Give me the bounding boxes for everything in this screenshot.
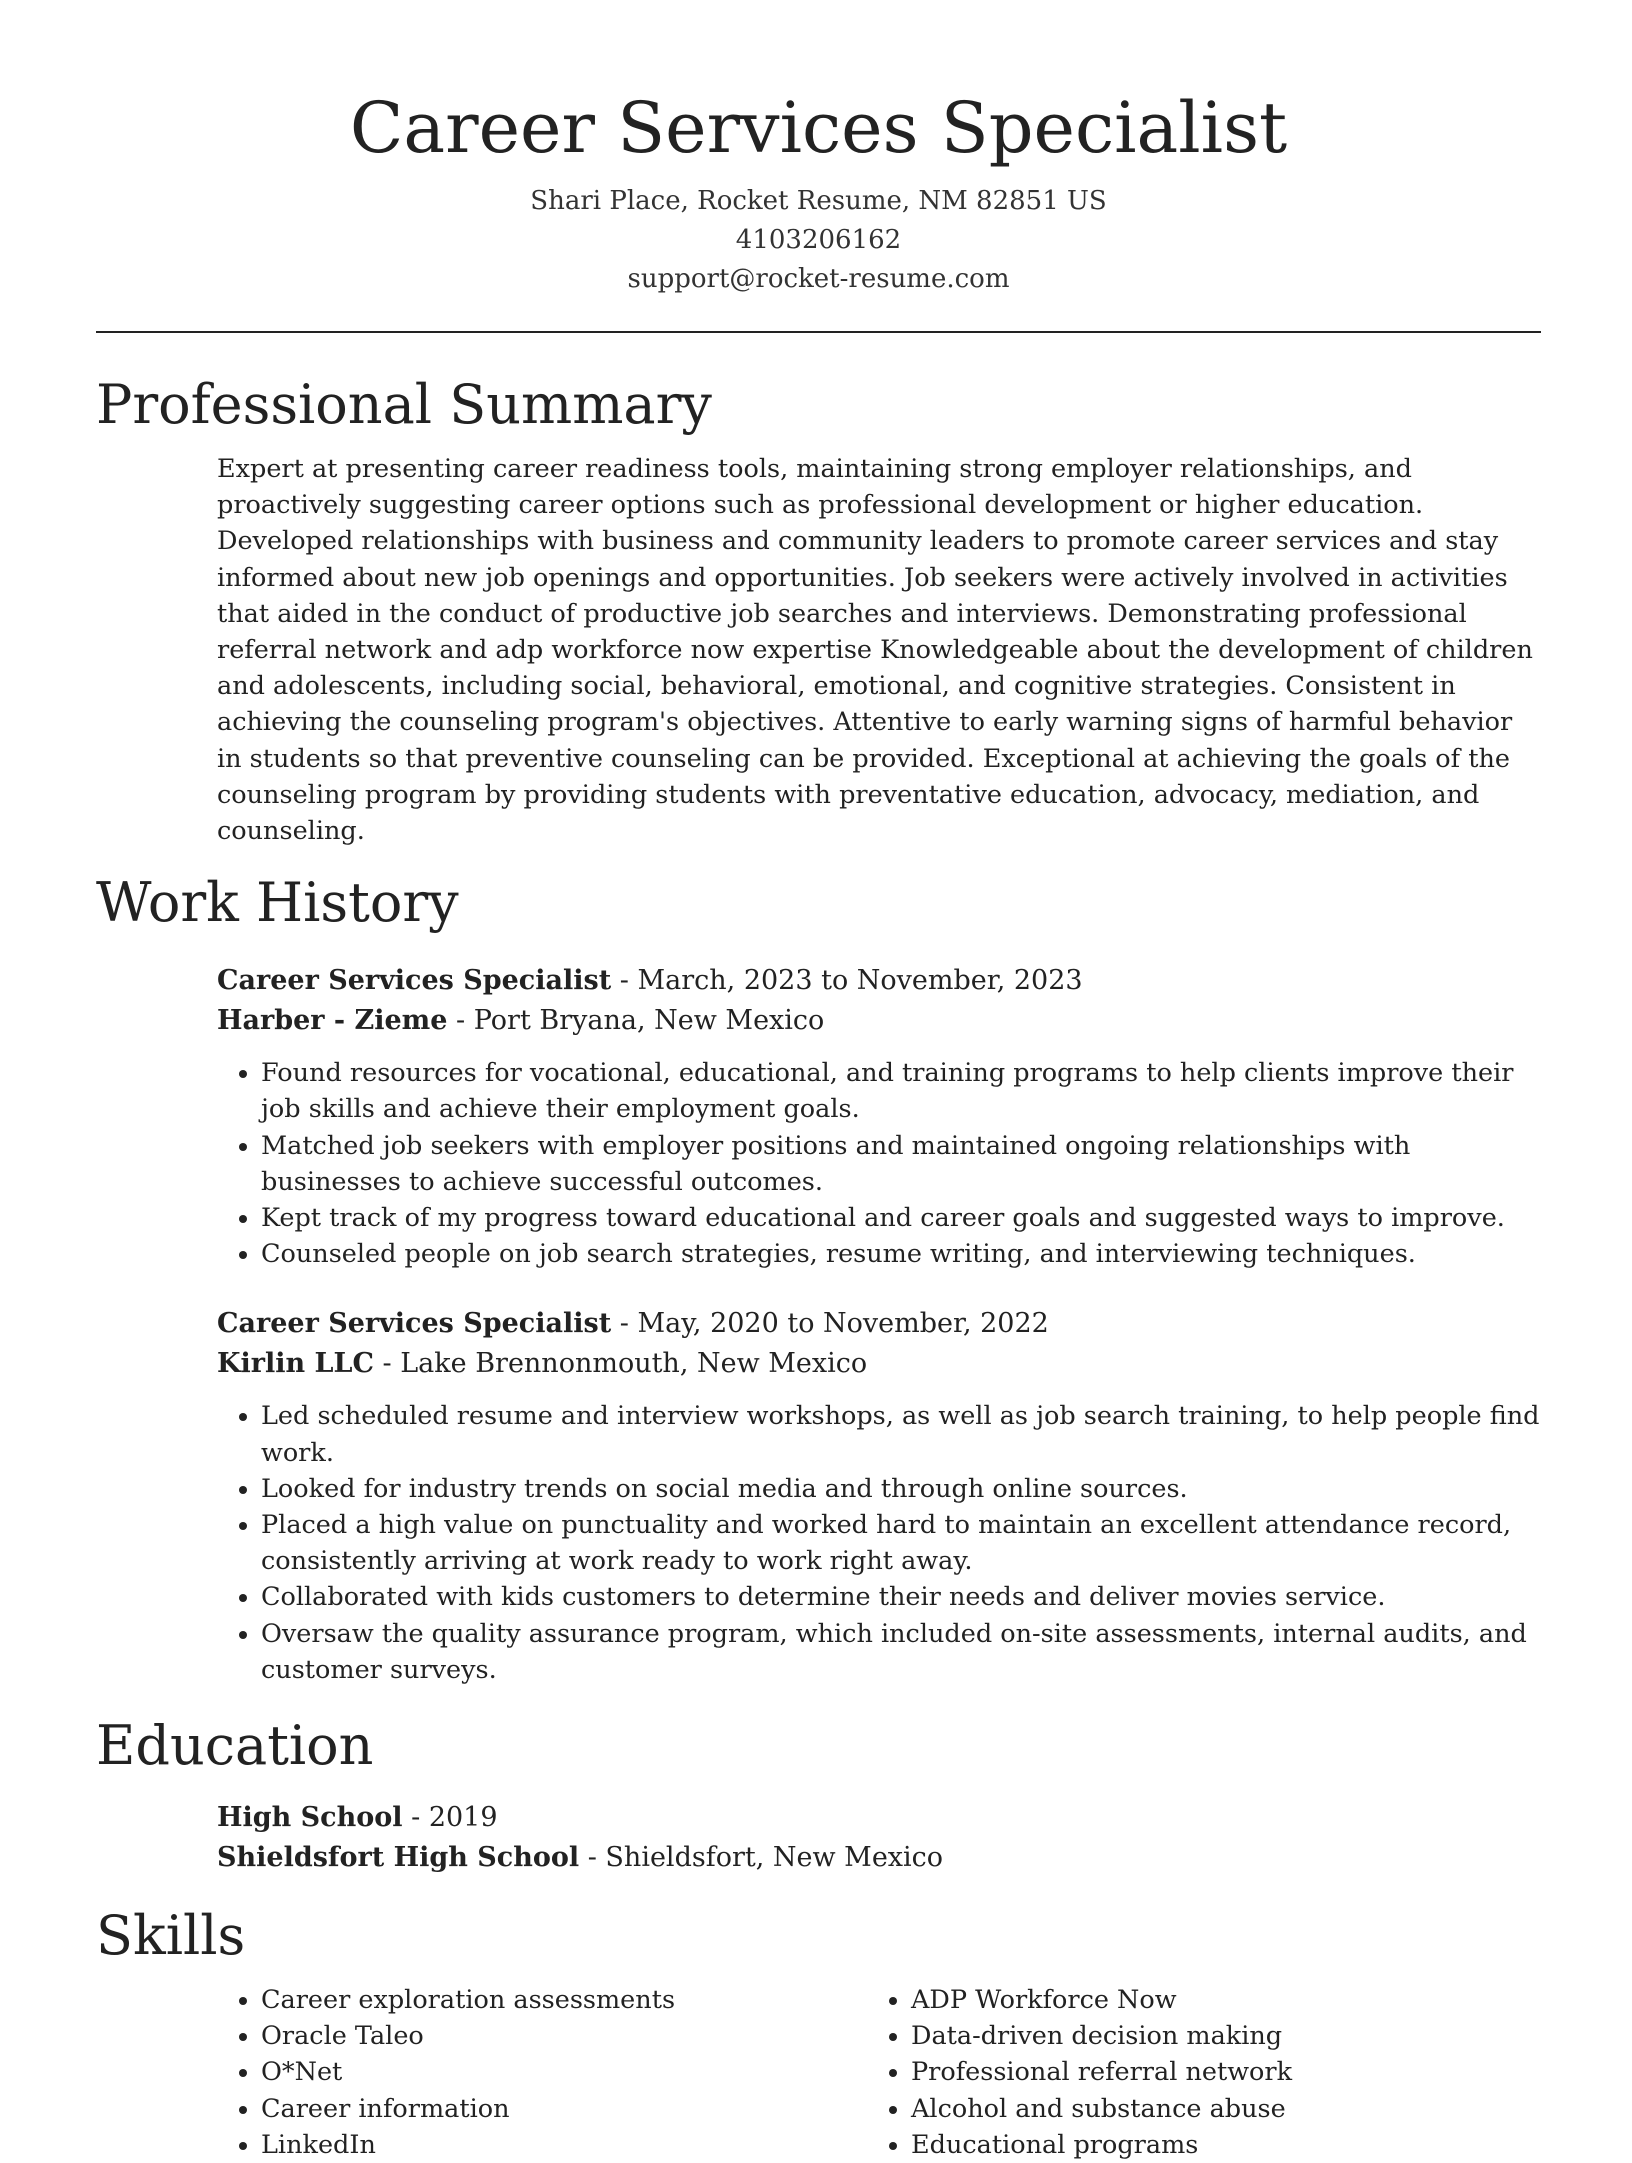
resume-page [96,0,1541,2163]
education-entry [217,1798,1541,1878]
work-history-section [96,871,1541,1688]
job-bullets [217,1398,1541,1688]
job-employer-line [217,1344,1541,1384]
skills-grid [217,1982,1541,2163]
list-item: • Collaborated with kids customers to determine their needs and deliver movies service. [261,1579,1541,1615]
education-degree-line [217,1798,1541,1838]
job-entry [217,961,1541,1272]
work-history-heading: Work History [96,871,459,935]
header-divider [96,331,1541,333]
job-employer-line [217,1001,1541,1041]
job-dates: - May, 2020 to November, 2022 [611,1308,1049,1340]
list-item: • Kept track of my progress toward educational and career goals and suggested ways to improve. [261,1200,1541,1236]
contact-block [96,182,1541,299]
list-item: • Looked for industry trends on social media and through online sources. [261,1471,1541,1507]
education-year: - 2019 [402,1802,498,1834]
job-dates: - March, 2023 to November, 2023 [611,965,1083,997]
list-item: • Alcohol and substance abuse [911,2091,1517,2127]
education-heading: Education [96,1714,374,1778]
contact-phone: 4103206162 [735,225,902,255]
job-employer: Kirlin LLC [217,1348,374,1380]
list-item: • ADP Workforce Now [911,1982,1517,2018]
resume-name-title: Career Services Specialist [349,87,1288,169]
list-item: • Matched job seekers with employer positions and maintained ongoing relationships with businesses to achieve successful outcomes. [261,1128,1541,1200]
contact-email: support@rocket-resume.com [627,264,1010,294]
education-school-line [217,1838,1541,1878]
job-location: - Port Bryana, New Mexico [447,1005,825,1037]
job-title-line [217,1304,1541,1344]
job-title: Career Services Specialist [217,965,612,997]
list-item: • Data-driven decision making [911,2018,1517,2054]
contact-address: Shari Place, Rocket Resume, NM 82851 US [530,186,1107,216]
list-item: • Oracle Taleo [261,2018,867,2054]
list-item: • Found resources for vocational, educational, and training programs to help clients improve their job skills and achieve their employment goals. [261,1055,1541,1127]
job-title-line [217,961,1541,1001]
education-school: Shieldsfort High School [217,1842,580,1874]
job-employer: Harber - Zieme [217,1005,448,1037]
list-item: • LinkedIn [261,2127,867,2163]
skills-right-column [867,1982,1517,2163]
list-item: • Educational programs [911,2127,1517,2163]
job-location: - Lake Brennonmouth, New Mexico [373,1348,868,1380]
education-location: - Shieldsfort, New Mexico [579,1842,944,1874]
summary-section [96,373,1541,849]
skills-heading: Skills [96,1904,246,1968]
list-item: • Counseled people on job search strategies, resume writing, and interviewing techniques. [261,1236,1541,1272]
job-entry [217,1304,1541,1688]
list-item: • Professional referral network [911,2054,1517,2090]
job-title: Career Services Specialist [217,1308,612,1340]
job-bullets [217,1055,1541,1272]
list-item: • Oversaw the quality assurance program, which included on-site assessments, internal audits, and customer surveys. [261,1616,1541,1688]
list-item: • Career exploration assessments [261,1982,867,2018]
skills-left-column [217,1982,867,2163]
skills-section [96,1904,1541,2163]
list-item: • Career information [261,2091,867,2127]
summary-heading: Professional Summary [96,373,712,436]
education-section [96,1714,1541,1878]
list-item: • Placed a high value on punctuality and worked hard to maintain an excellent attendance record, consistently arriving at work ready to work right away. [261,1507,1541,1579]
education-degree: High School [217,1802,403,1834]
list-item: • Led scheduled resume and interview workshops, as well as job search training, to help people find work. [261,1398,1541,1470]
summary-text: Expert at presenting career readiness tools, maintaining strong employer relationships, and proactively suggesting career options such as professional development or higher education. Developed relationships with business and community leaders to promote career services and stay informed about new job openings and opportunities. Job seekers were actively involved in activities that aided in the conduct of productive job searches and interviews. Demonstrating professional referral network and adp workforce now expertise Knowledgeable about the development of children and adolescents, including social, behavioral, emotional, and cognitive strategies. Consistent in achieving the counseling program's objectives. Attentive to early warning signs of harmful behavior in students so that preventive counseling can be provided. Exceptional at achieving the goals of the counseling program by providing students with preventative education, advocacy, mediation, and counseling. [217,454,1533,847]
list-item: • O*Net [261,2054,867,2090]
